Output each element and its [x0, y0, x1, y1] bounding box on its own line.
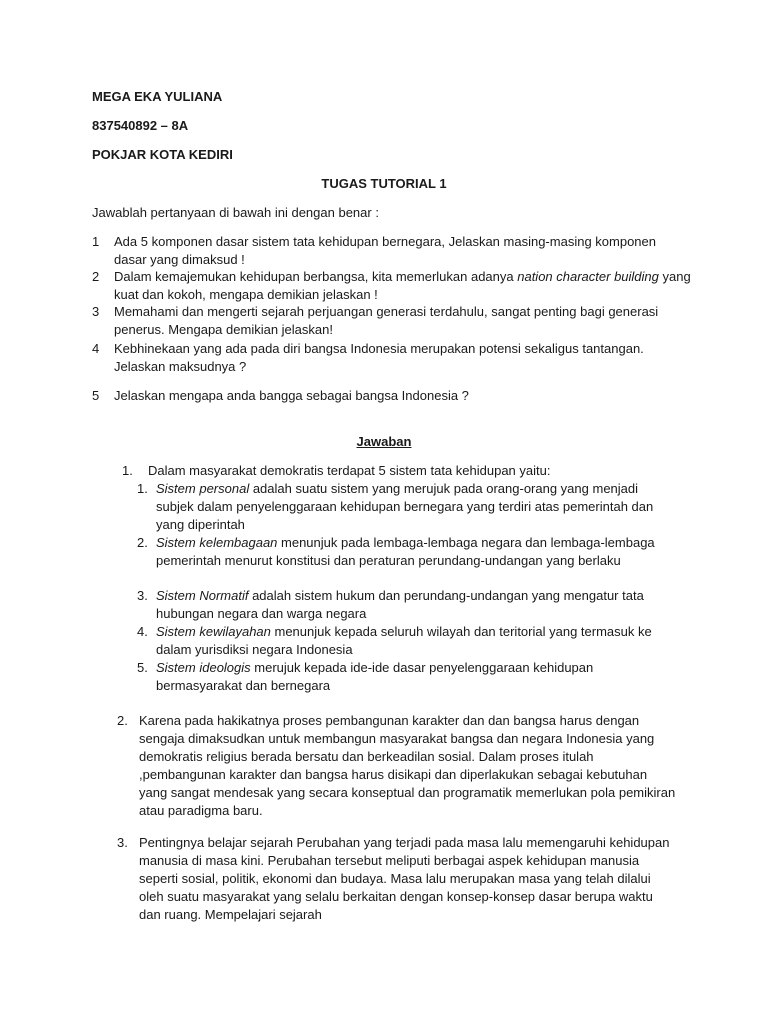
sub-item-text [156, 534, 677, 570]
sub-item-number: 4. [137, 624, 148, 639]
sub-item-desc: adalah sistem hukum dan perundang-undangan yang mengatur tata hubungan negara dan warga negara [156, 588, 644, 621]
question-number: 2 [92, 269, 100, 284]
answer-2 [117, 712, 677, 820]
answer-number: 1. [122, 463, 133, 478]
sub-item-desc: adalah suatu sistem yang merujuk pada orang-orang yang menjadi subjek dalam penyelenggaraan kehidupan bernegara yang terdiri atas pemerintah dan yang diperintah [156, 481, 654, 532]
instruction-text: Jawablah pertanyaan di bawah ini dengan benar : [92, 205, 379, 220]
answer-number: 3. [117, 835, 128, 850]
question-italic-term: nation character building [517, 269, 659, 284]
sub-item-term: Sistem ideologis [156, 660, 251, 675]
answer-1-item-3 [137, 587, 677, 623]
sub-item-number: 1. [137, 481, 148, 496]
sub-item-term: Sistem kelembagaan [156, 535, 278, 550]
sub-item-number: 5. [137, 660, 148, 675]
answer-1-item-5 [137, 659, 677, 695]
question-text: Memahami dan mengerti sejarah perjuangan generasi terdahulu, sangat penting bagi generasi penerus. Mengapa demikian jelaskan! [114, 304, 659, 337]
answer-3 [117, 834, 677, 924]
answer-number: 2. [117, 713, 128, 728]
question-text [114, 268, 692, 303]
sub-item-term: Sistem kewilayahan [156, 624, 271, 639]
answer-text: Dalam masyarakat demokratis terdapat 5 sistem tata kehidupan yaitu: [148, 463, 551, 478]
sub-item-desc: menunjuk pada lembaga-lembaga negara dan lembaga-lembaga pemerintah menurut konstitusi dan peraturan perundang-undangan yang berlaku [156, 535, 655, 568]
sub-item-number: 3. [137, 588, 148, 603]
document-title: TUGAS TUTORIAL 1 [321, 176, 447, 191]
answer-1-intro [122, 462, 682, 480]
student-name: MEGA EKA YULIANA [92, 89, 223, 104]
answers-heading: Jawaban [356, 434, 412, 449]
pokjar-name: POKJAR KOTA KEDIRI [92, 147, 233, 162]
sub-item-desc: merujuk kepada ide-ide dasar penyelenggaraan kehidupan bermasyarakat dan bernegara [156, 660, 594, 693]
question-number: 5 [92, 388, 100, 403]
question-text: Jelaskan mengapa anda bangga sebagai bangsa Indonesia ? [114, 388, 469, 403]
answer-1-item-1 [137, 480, 677, 534]
question-number: 1 [92, 234, 100, 249]
question-text-part: Dalam kemajemukan kehidupan berbangsa, kita memerlukan adanya [114, 269, 518, 284]
answer-text: Pentingnya belajar sejarah Perubahan yang terjadi pada masa lalu memengaruhi kehidupan manusia di masa kini. Perubahan tersebut meliputi berbagai aspek kehidupan manusia seperti sosial, politik, ekonomi dan budaya. Masa lalu merupakan masa yang telah dilalui oleh suatu masyarakat yang selalu berkaitan dengan konsep-konsep dasar berupa waktu dan ruang. Mempelajari sejarah [139, 835, 670, 922]
sub-item-term: Sistem personal [156, 481, 250, 496]
question-number: 4 [92, 341, 100, 356]
question-4 [92, 340, 692, 375]
question-text-part: yang kuat dan kokoh, mengapa demikian jelaskan ! [114, 269, 691, 302]
question-3 [92, 303, 692, 338]
student-nim: 837540892 – 8A [92, 118, 189, 133]
sub-item-desc: menunjuk kepada seluruh wilayah dan teritorial yang termasuk ke dalam yurisdiksi negara Indonesia [156, 624, 652, 657]
answer-1-item-4 [137, 623, 677, 659]
sub-item-text [156, 587, 677, 623]
sub-item-term: Sistem Normatif [156, 588, 249, 603]
question-5 [92, 387, 692, 405]
sub-item-number: 2. [137, 535, 148, 550]
answer-text: Karena pada hakikatnya proses pembangunan karakter dan dan bangsa harus dengan sengaja dimaksudkan untuk membangun masyarakat bangsa dan negara Indonesia yang demokratis religius berada bersatu dan berkeadilan sosial. Dalam proses itulah ,pembangunan karakter dan bangsa harus disikapi dan diperlakukan sebagai kebutuhan yang sangat mendesak yang secara konseptual dan programatik memerlukan pola pemikiran atau paradigma baru. [139, 713, 676, 818]
question-1 [92, 233, 692, 268]
sub-item-text [156, 659, 677, 695]
question-2 [92, 268, 692, 303]
sub-item-text [156, 480, 677, 534]
question-text: Kebhinekaan yang ada pada diri bangsa Indonesia merupakan potensi sekaligus tantangan. Jelaskan maksudnya ? [114, 341, 644, 374]
question-text: Ada 5 komponen dasar sistem tata kehidupan bernegara, Jelaskan masing-masing komponen dasar yang dimaksud ! [114, 234, 656, 267]
answer-1-item-2 [137, 534, 677, 570]
question-number: 3 [92, 304, 100, 319]
sub-item-text [156, 623, 677, 659]
